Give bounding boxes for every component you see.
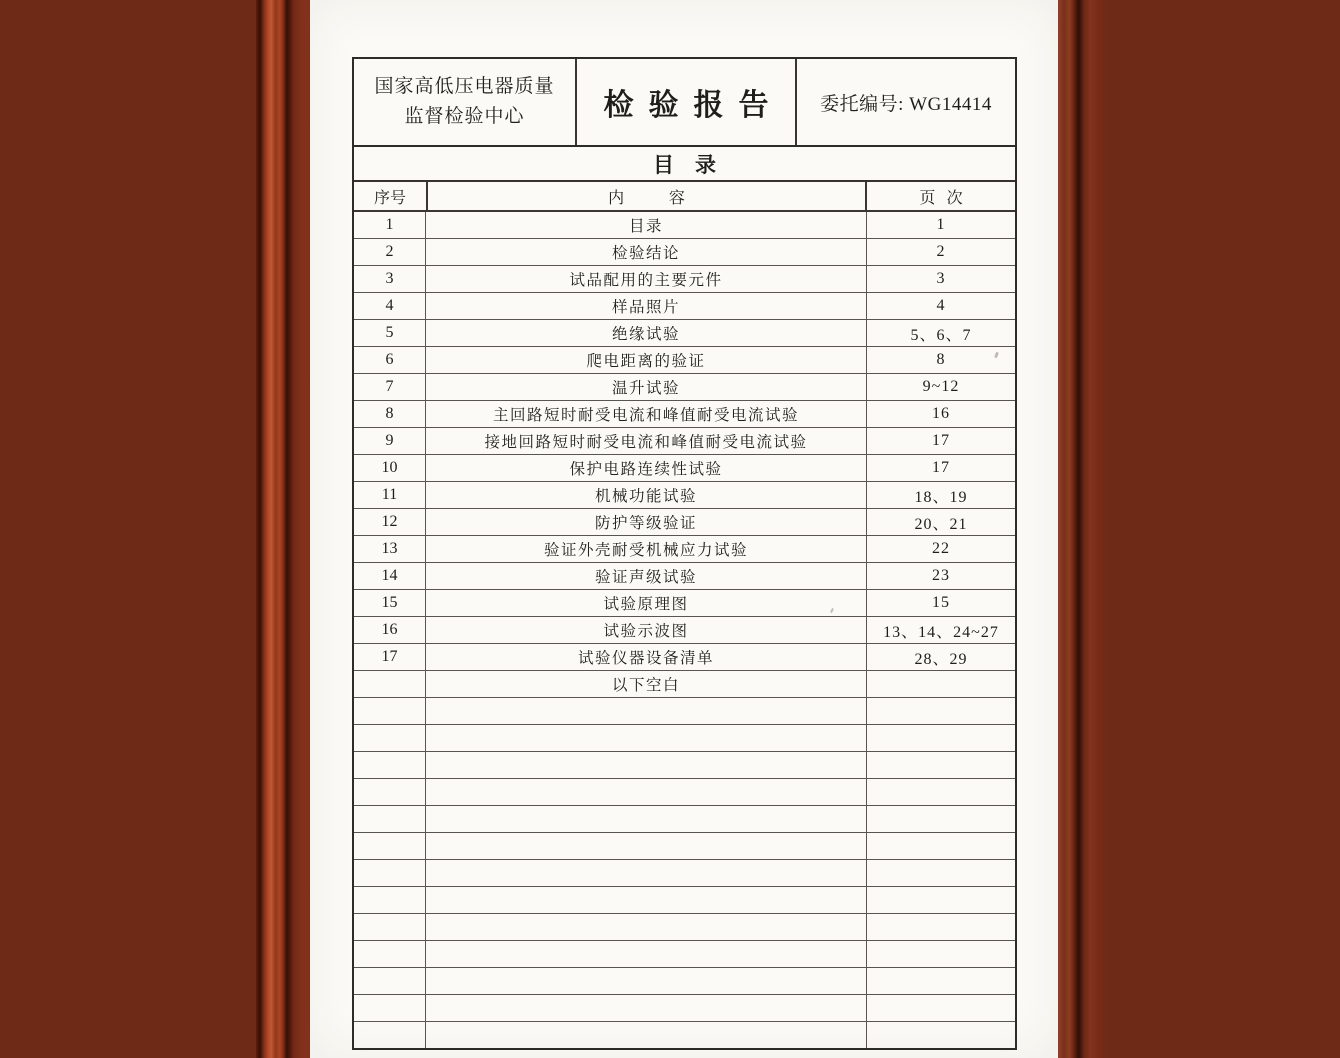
report-title: 检验报告: [603, 89, 784, 122]
row-content-cell: [426, 779, 867, 805]
left-frame-edge: [256, 0, 313, 1058]
row-no-cell: 6: [354, 347, 426, 373]
row-no-cell: 14: [354, 563, 426, 589]
row-page-cell: [867, 941, 1015, 967]
row-no-cell: 3: [354, 266, 426, 292]
row-content-cell: 试验示波图: [426, 617, 867, 643]
row-page-cell: [867, 806, 1015, 832]
table-row: [354, 401, 1015, 428]
table-row: [354, 941, 1015, 968]
row-no-cell: [354, 914, 426, 940]
row-content-cell: [426, 752, 867, 778]
table-row: [354, 374, 1015, 401]
table-row: [354, 536, 1015, 563]
row-no-cell: [354, 752, 426, 778]
row-content-cell: [426, 833, 867, 859]
commission-number: 委托编号: WG14414: [820, 93, 992, 115]
row-page-cell: 16: [932, 405, 950, 422]
row-page-cell: 18、19: [914, 488, 968, 506]
row-page-cell: [867, 833, 1015, 859]
row-no-cell: 10: [354, 455, 426, 481]
row-no-cell: 9: [354, 428, 426, 454]
table-row: [354, 1022, 1015, 1048]
row-no-cell: [354, 779, 426, 805]
toc-section-row: [354, 147, 1015, 182]
row-page-cell: 28、29: [914, 650, 968, 668]
row-page-cell: 2: [936, 243, 946, 260]
row-content-cell: [426, 887, 867, 913]
table-row: [354, 239, 1015, 266]
row-no-cell: [354, 887, 426, 913]
toc-column-header-row: [354, 182, 1015, 212]
row-content-cell: [426, 995, 867, 1021]
table-row: [354, 914, 1015, 941]
row-page-cell: 5、6、7: [910, 326, 972, 344]
right-frame-edge: [1058, 0, 1110, 1058]
table-row: [354, 212, 1015, 239]
row-page-cell: 20、21: [914, 515, 968, 533]
row-content-cell: 目录: [426, 212, 867, 238]
row-no-cell: 11: [354, 482, 426, 508]
table-row: [354, 887, 1015, 914]
row-page-cell: 8: [936, 351, 946, 368]
row-no-cell: [354, 833, 426, 859]
row-no-cell: 2: [354, 239, 426, 265]
row-no-cell: [354, 725, 426, 751]
row-page-cell: 22: [932, 540, 950, 557]
row-page-cell: 17: [932, 459, 950, 476]
row-no-cell: [354, 860, 426, 886]
report-toc-table: [352, 57, 1017, 1050]
row-content-cell: [426, 1022, 867, 1048]
row-page-cell: 1: [936, 216, 946, 233]
row-content-cell: 试验仪器设备清单: [426, 644, 867, 670]
toc-rows: [354, 212, 1015, 1048]
row-no-cell: [354, 1022, 426, 1048]
row-content-cell: [426, 698, 867, 724]
row-content-cell: [426, 725, 867, 751]
table-row: [354, 752, 1015, 779]
table-row: [354, 671, 1015, 698]
row-content-cell: 爬电距离的验证: [426, 347, 867, 373]
org-name-line1: 国家高低压电器质量: [374, 75, 555, 97]
org-name-line2: 监督检验中心: [404, 106, 525, 127]
row-no-cell: [354, 806, 426, 832]
row-content-cell: 试验原理图: [426, 590, 867, 616]
report-header-row: [354, 59, 1015, 147]
column-header-content: [428, 182, 867, 210]
row-no-cell: 8: [354, 401, 426, 427]
row-no-cell: 12: [354, 509, 426, 535]
row-page-cell: 13、14、24~27: [883, 623, 999, 641]
row-page-cell: [867, 914, 1015, 940]
row-content-cell: 防护等级验证: [426, 509, 867, 535]
org-name-cell: [354, 59, 577, 145]
row-no-cell: 17: [354, 644, 426, 670]
row-content-cell: 接地回路短时耐受电流和峰值耐受电流试验: [426, 428, 867, 454]
row-content-cell: [426, 968, 867, 994]
row-page-cell: [867, 779, 1015, 805]
row-page-cell: [867, 1022, 1015, 1048]
row-content-cell: 保护电路连续性试验: [426, 455, 867, 481]
row-no-cell: 15: [354, 590, 426, 616]
row-page-cell: [867, 968, 1015, 994]
column-header-content-label: 内容: [608, 189, 730, 207]
row-content-cell: 主回路短时耐受电流和峰值耐受电流试验: [426, 401, 867, 427]
table-row: [354, 860, 1015, 887]
table-row: [354, 293, 1015, 320]
row-no-cell: 1: [354, 212, 426, 238]
row-page-cell: [867, 671, 1015, 697]
row-page-cell: 9~12: [922, 378, 960, 395]
table-row: [354, 455, 1015, 482]
row-no-cell: 4: [354, 293, 426, 319]
row-content-cell: 验证声级试验: [426, 563, 867, 589]
row-no-cell: [354, 941, 426, 967]
row-no-cell: [354, 671, 426, 697]
table-row: [354, 590, 1015, 617]
row-content-cell: 检验结论: [426, 239, 867, 265]
table-row: [354, 482, 1015, 509]
row-page-cell: 23: [932, 567, 950, 584]
row-content-cell: 试品配用的主要元件: [426, 266, 867, 292]
row-content-cell: [426, 914, 867, 940]
row-page-cell: [867, 725, 1015, 751]
row-no-cell: [354, 698, 426, 724]
row-content-cell: 温升试验: [426, 374, 867, 400]
row-page-cell: 17: [932, 432, 950, 449]
column-header-page-label: 页次: [919, 189, 974, 207]
table-row: [354, 320, 1015, 347]
table-row: [354, 806, 1015, 833]
report-title-cell: [577, 59, 797, 145]
table-row: [354, 725, 1015, 752]
row-no-cell: 13: [354, 536, 426, 562]
row-page-cell: [867, 887, 1015, 913]
table-row: [354, 833, 1015, 860]
table-row: [354, 509, 1015, 536]
row-no-cell: 16: [354, 617, 426, 643]
row-page-cell: [867, 860, 1015, 886]
row-page-cell: 4: [936, 297, 946, 314]
toc-section-title: 目录: [653, 152, 737, 177]
table-row: [354, 266, 1015, 293]
row-content-cell: 以下空白: [426, 671, 867, 697]
row-content-cell: 绝缘试验: [426, 320, 867, 346]
table-row: [354, 968, 1015, 995]
table-row: [354, 428, 1015, 455]
row-content-cell: 样品照片: [426, 293, 867, 319]
table-row: [354, 779, 1015, 806]
row-no-cell: 7: [354, 374, 426, 400]
table-row: [354, 995, 1015, 1022]
column-header-no-label: 序号: [373, 189, 406, 207]
row-page-cell: 15: [932, 594, 950, 611]
row-content-cell: [426, 860, 867, 886]
table-row: [354, 617, 1015, 644]
table-row: [354, 563, 1015, 590]
row-content-cell: [426, 806, 867, 832]
table-row: [354, 347, 1015, 374]
row-page-cell: [867, 698, 1015, 724]
row-content-cell: 机械功能试验: [426, 482, 867, 508]
table-row: [354, 644, 1015, 671]
row-page-cell: [867, 752, 1015, 778]
document-page: [310, 0, 1058, 1058]
row-no-cell: [354, 995, 426, 1021]
column-header-page: [867, 182, 1015, 210]
row-no-cell: 5: [354, 320, 426, 346]
column-header-no: [354, 182, 428, 210]
row-page-cell: 3: [936, 270, 946, 287]
row-content-cell: 验证外壳耐受机械应力试验: [426, 536, 867, 562]
row-no-cell: [354, 968, 426, 994]
commission-number-cell: [797, 59, 1015, 145]
table-row: [354, 698, 1015, 725]
row-content-cell: [426, 941, 867, 967]
row-page-cell: [867, 995, 1015, 1021]
